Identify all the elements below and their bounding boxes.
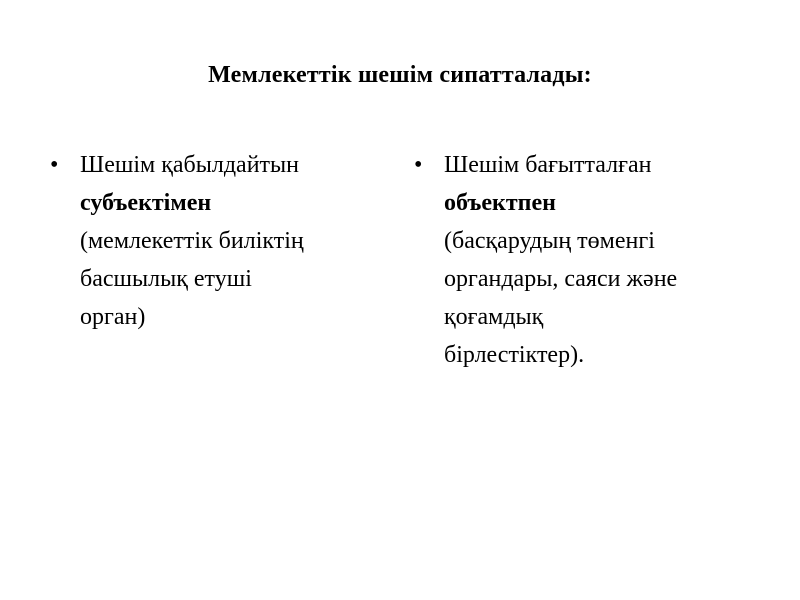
right-line-6: бірлестіктер). [444, 342, 585, 368]
bullet-icon: • [414, 152, 423, 178]
left-bold-term: субъектімен [80, 190, 212, 216]
left-line-3: (мемлекеттік биліктің [80, 228, 304, 254]
right-line-3: (басқарудың төменгі [444, 228, 655, 254]
right-bullet-text [444, 146, 754, 374]
right-line-4: органдары, саяси және [444, 266, 678, 292]
left-bullet-text [80, 146, 370, 336]
right-line-1: Шешім бағытталған [444, 152, 652, 178]
left-column [50, 146, 370, 336]
left-line-1: Шешім қабылдайтын [80, 152, 299, 178]
right-line-5: қоғамдық [444, 304, 544, 330]
slide-title: Мемлекеттік шешім сипатталады: [208, 62, 592, 88]
bullet-icon: • [50, 152, 59, 178]
left-line-4: басшылық етуші [80, 266, 252, 292]
right-column [414, 146, 754, 374]
left-line-5: орган) [80, 304, 146, 330]
right-bold-term: объектпен [444, 190, 556, 216]
